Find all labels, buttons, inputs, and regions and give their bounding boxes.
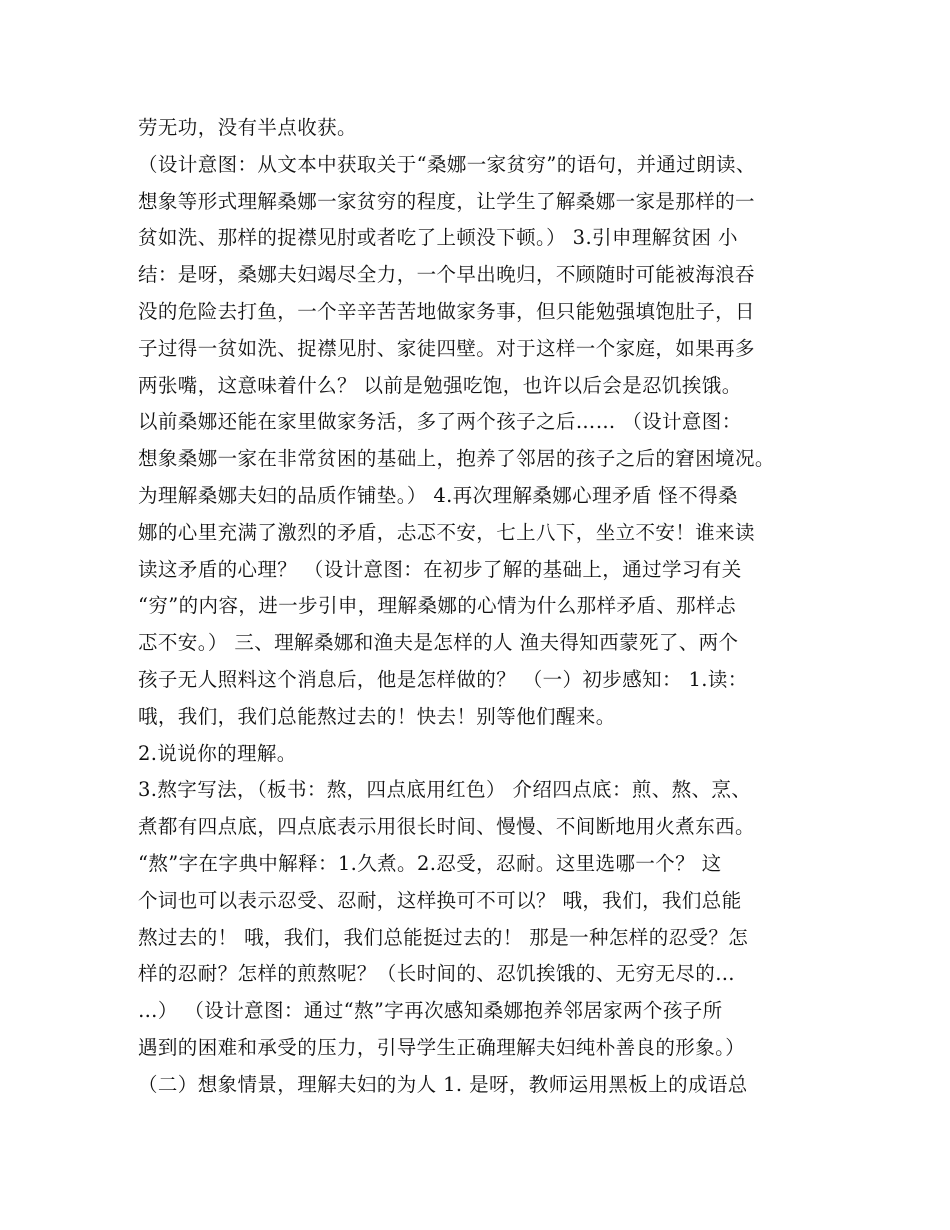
text-line: 结：是呀，桑娜夫妇竭尽全力，一个早出晚归，不顾随时可能被海浪吞 bbox=[138, 263, 755, 287]
text-line: 劳无功，没有半点收获。 bbox=[138, 116, 357, 139]
text-line: 贫如洗、那样的捉襟见肘或者吃了上顿没下顿。） 3.引申理解贫困 小 bbox=[138, 226, 738, 250]
text-line: 为理解桑娜夫妇的品质作铺垫。） 4.再次理解桑娜心理矛盾 怪不得桑 bbox=[138, 483, 738, 507]
text-line: …） （设计意图：通过“熬”字再次感知桑娜抱养邻居家两个孩子所 bbox=[138, 999, 723, 1023]
text-line: 忑不安。） 三、理解桑娜和渔夫是怎样的人 渔夫得知西蒙死了、两个 bbox=[138, 631, 739, 655]
text-line: 以前桑娜还能在家里做家务活，多了两个孩子之后…… （设计意图： bbox=[138, 410, 742, 434]
text-line: （二）想象情景，理解夫妇的为人 1. 是呀，教师运用黑板上的成语总 bbox=[138, 1072, 748, 1096]
text-line: 遇到的困难和承受的压力，引导学生正确理解夫妇纯朴善良的形象。） bbox=[138, 1035, 746, 1059]
text-line: 想象等形式理解桑娜一家贫穷的程度，让学生了解桑娜一家是那样的一 bbox=[138, 189, 755, 213]
text-line: 子过得一贫如洗、捉襟见肘、家徒四壁。对于这样一个家庭，如果再多 bbox=[138, 336, 755, 360]
text-line: 煮都有四点底，四点底表示用很长时间、慢慢、不间断地用火煮东西。 bbox=[138, 815, 755, 839]
text-line: 读这矛盾的心理？ （设计意图：在初步了解的基础上，通过学习有关 bbox=[138, 557, 742, 581]
text-line: 3.熬字写法，（板书：熬，四点底用红色） 介绍四点底：煎、熬、烹、 bbox=[138, 778, 752, 802]
text-line: 没的危险去打鱼，一个辛辛苦苦地做家务事，但只能勉强填饱肚子，日 bbox=[138, 299, 755, 323]
text-line: （设计意图：从文本中获取关于“桑娜一家贫穷”的语句，并通过朗读、 bbox=[138, 152, 756, 176]
text-line: 2.说说你的理解。 bbox=[138, 741, 297, 765]
body-text bbox=[138, 110, 828, 1104]
text-line: 娜的心里充满了激烈的矛盾，忐忑不安，七上八下，坐立不安！谁来读 bbox=[138, 520, 755, 544]
text-line: “熬”字在字典中解释：1.久煮。2.忍受，忍耐。这里选哪一个？ 这 bbox=[138, 851, 722, 875]
text-line: 两张嘴，这意味着什么？ 以前是勉强吃饱，也许以后会是忍饥挨饿。 bbox=[138, 373, 742, 397]
text-line: 熬过去的！ 哦，我们，我们总能挺过去的！ 那是一种怎样的忍受？怎 bbox=[138, 925, 749, 949]
text-line: 样的忍耐？怎样的煎熬呢？（长时间的、忍饥挨饿的、无穷无尽的… bbox=[138, 962, 736, 986]
text-line: 个词也可以表示忍受、忍耐，这样换可不可以？ 哦，我们，我们总能 bbox=[138, 888, 742, 912]
text-line: 孩子无人照料这个消息后，他是怎样做的？ （一）初步感知： 1.读： bbox=[138, 667, 748, 691]
text-line: “穷”的内容，进一步引申，理解桑娜的心情为什么那样矛盾、那样忐 bbox=[138, 594, 736, 618]
text-line: 想象桑娜一家在非常贫困的基础上，抱养了邻居的孩子之后的窘困境况。 bbox=[138, 447, 775, 471]
text-line: 哦，我们，我们总能熬过去的！快去！别等他们醒来。 bbox=[138, 704, 616, 728]
